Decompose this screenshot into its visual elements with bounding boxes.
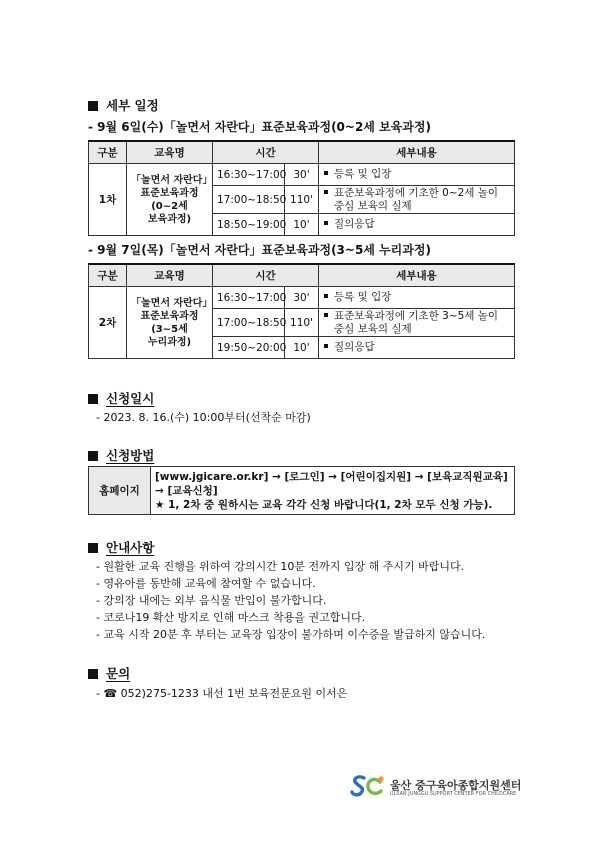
square-bullet-icon (88, 101, 98, 111)
notices-heading: 안내사항 (88, 538, 154, 556)
application-method-table (88, 466, 515, 515)
duration-cell: 30' (285, 164, 319, 186)
square-bullet-icon (88, 394, 98, 404)
center-logo-icon (350, 774, 386, 800)
group-cell: 1차 (89, 164, 127, 236)
application-date-heading: 신청일시 (88, 389, 154, 407)
bullet-icon (324, 344, 328, 348)
detail-cell: 등록 및 입장 (319, 287, 515, 309)
time-cell: 19:50~20:00 (213, 337, 285, 359)
detail-cell: 질의응답 (319, 337, 515, 359)
detail-cell: 질의응답 (319, 214, 515, 236)
course-name-cell: 「놀면서 자란다」 표준보육과정 (3~5세 누리과정) (127, 287, 213, 359)
contact-text: - ☎ 052)275-1233 내선 1번 보육전문요원 이서은 (96, 687, 348, 700)
notice-item: - 원활한 교육 진행을 위하여 강의시간 10분 전까지 입장 해 주시기 바랍니다. (96, 560, 465, 573)
duration-cell: 110' (285, 309, 319, 337)
notice-item: - 강의장 내에는 외부 음식물 반입이 불가합니다. (96, 594, 327, 607)
duration-cell: 110' (285, 186, 319, 214)
course-1-table (88, 140, 515, 236)
table-header-row (89, 264, 515, 287)
detail-cell: 표준보육과정에 기초한 0~2세 놀이 중심 보육의 실제 (319, 186, 515, 214)
application-date-text: - 2023. 8. 16.(수) 10:00부터(선착순 마감) (96, 411, 311, 424)
bullet-icon (324, 190, 328, 194)
bullet-icon (324, 313, 328, 317)
table-header-row (89, 141, 515, 164)
bullet-icon (324, 221, 328, 225)
course-name-cell: 「놀면서 자란다」 표준보육과정 (0~2세 보육과정) (127, 164, 213, 236)
duration-cell: 30' (285, 287, 319, 309)
group-cell: 2차 (89, 287, 127, 359)
column-header: 세부내용 (319, 264, 515, 287)
time-cell: 18:50~19:00 (213, 214, 285, 236)
application-method-heading: 신청방법 (88, 446, 154, 464)
duration-cell: 10' (285, 337, 319, 359)
course-2-table (88, 263, 515, 359)
column-header: 시간 (213, 264, 319, 287)
time-cell: 16:30~17:00 (213, 287, 285, 309)
bullet-icon (324, 294, 328, 298)
column-header: 교육명 (127, 141, 213, 164)
square-bullet-icon (88, 451, 98, 461)
time-cell: 16:30~17:00 (213, 164, 285, 186)
table-row (89, 164, 515, 186)
notice-item: - 코로나19 확산 방지로 인해 마스크 착용을 권고합니다. (96, 611, 366, 624)
center-logo-name: 울산 중구육아종합지원센터 (390, 779, 522, 792)
square-bullet-icon (88, 543, 98, 553)
column-header: 구분 (89, 141, 127, 164)
center-logo-english: ULSAN JUNGGU SUPPORT CENTER FOR CHILDCARE (390, 792, 517, 797)
application-steps (151, 467, 515, 515)
column-header: 세부내용 (319, 141, 515, 164)
steps-line-1: [www.jgicare.or.kr] → [로그인] → [어린이집지원] → [보육교직원교육] (155, 470, 508, 483)
course-2-title: - 9월 7일(목)「놀면서 자란다」표준보육과정(3~5세 누리과정) (88, 243, 431, 257)
contact-heading: 문의 (88, 664, 130, 682)
notice-item: - 영유아를 동반해 교육에 참여할 수 없습니다. (96, 577, 316, 590)
notice-item: - 교육 시작 20분 후 부터는 교육장 입장이 불가하며 이수증을 발급하지 않습니다. (96, 628, 486, 641)
course-1-title: - 9월 6일(수)「놀면서 자란다」표준보육과정(0~2세 보육과정) (88, 120, 431, 134)
table-row (89, 287, 515, 309)
time-cell: 17:00~18:50 (213, 186, 285, 214)
detail-cell: 등록 및 입장 (319, 164, 515, 186)
column-header: 시간 (213, 141, 319, 164)
bullet-icon (324, 171, 328, 175)
schedule-heading: 세부 일정 (88, 96, 159, 114)
homepage-label: 홈페이지 (89, 467, 151, 515)
column-header: 교육명 (127, 264, 213, 287)
square-bullet-icon (88, 669, 98, 679)
detail-cell: 표준보육과정에 기초한 3~5세 놀이 중심 보육의 실제 (319, 309, 515, 337)
duration-cell: 10' (285, 214, 319, 236)
steps-line-2: → [교육신청] (155, 484, 218, 497)
column-header: 구분 (89, 264, 127, 287)
steps-note: ★ 1, 2차 중 원하시는 교육 각각 신청 바랍니다(1, 2차 모두 신청 가능). (155, 498, 493, 511)
time-cell: 17:00~18:50 (213, 309, 285, 337)
